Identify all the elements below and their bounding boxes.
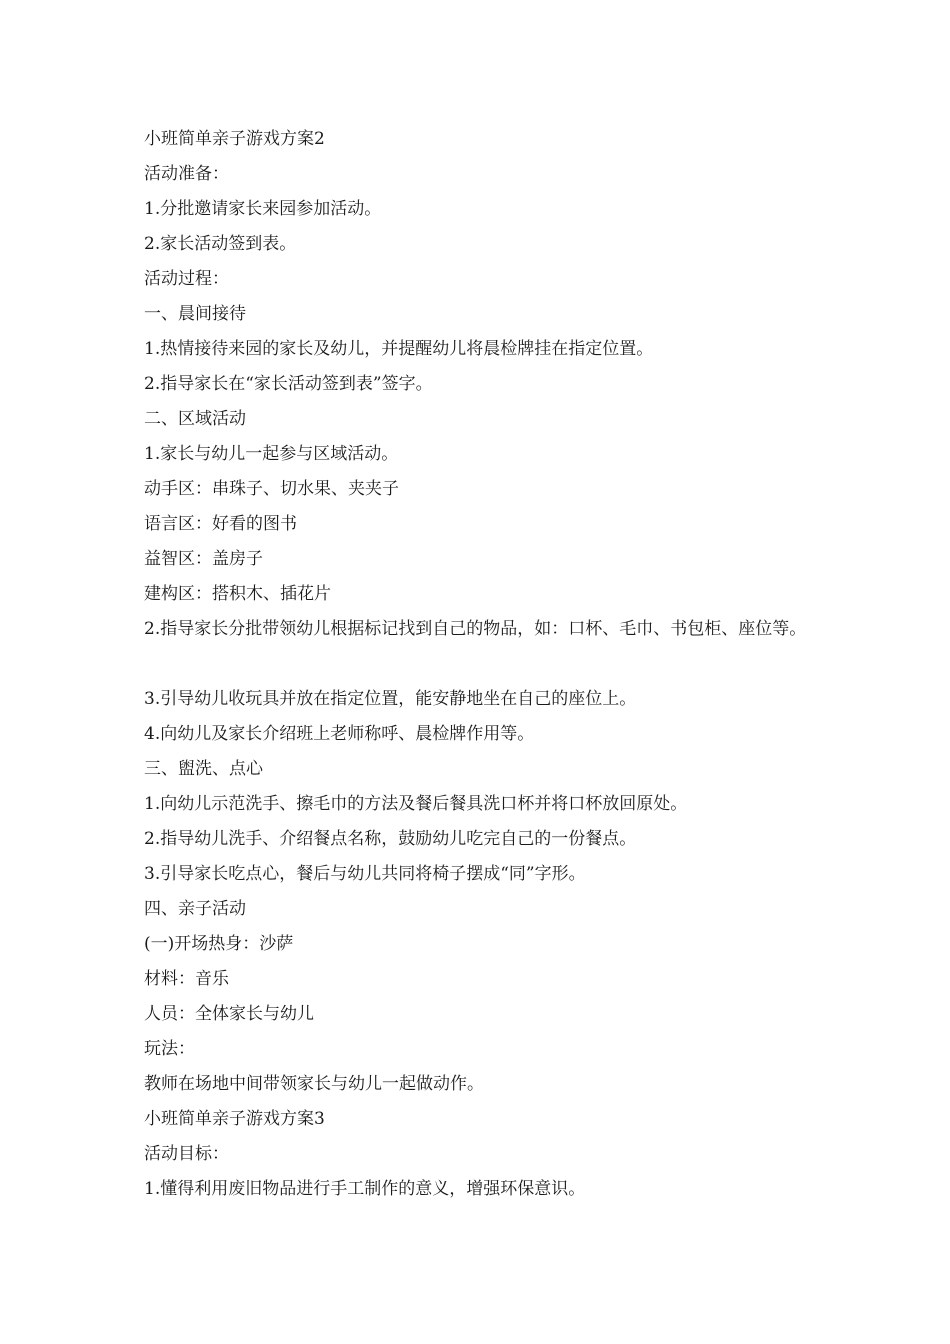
paragraph: 1.分批邀请家长来园参加活动。 (144, 199, 382, 219)
section-title: 小班简单亲子游戏方案3 (144, 1109, 325, 1129)
heading-process: 活动过程： (144, 269, 229, 289)
subheading: 二、区域活动 (144, 409, 246, 429)
paragraph: 语言区：好看的图书 (144, 514, 297, 534)
paragraph: 教师在场地中间带领家长与幼儿一起做动作。 (144, 1074, 484, 1094)
paragraph: 2.指导家长在“家长活动签到表”签字。 (144, 374, 433, 394)
paragraph: 玩法： (144, 1039, 195, 1059)
paragraph: 1.热情接待来园的家长及幼儿，并提醒幼儿将晨检牌挂在指定位置。 (144, 339, 654, 359)
subheading: 四、亲子活动 (144, 899, 246, 919)
paragraph: 1.家长与幼儿一起参与区域活动。 (144, 444, 399, 464)
document-body (144, 122, 812, 1207)
subheading: 一、晨间接待 (144, 304, 246, 324)
heading-preparation: 活动准备： (144, 164, 229, 184)
section-title: 小班简单亲子游戏方案2 (144, 129, 325, 149)
heading-goals: 活动目标： (144, 1144, 229, 1164)
paragraph: (一)开场热身：沙萨 (144, 934, 294, 954)
paragraph: 2.指导家长分批带领幼儿根据标记找到自己的物品，如：口杯、毛巾、书包柜、座位等。 (144, 619, 807, 639)
paragraph: 动手区：串珠子、切水果、夹夹子 (144, 479, 399, 499)
paragraph: 4.向幼儿及家长介绍班上老师称呼、晨检牌作用等。 (144, 724, 535, 744)
paragraph: 1.向幼儿示范洗手、擦毛巾的方法及餐后餐具洗口杯并将口杯放回原处。 (144, 794, 688, 814)
paragraph: 材料：音乐 (144, 969, 229, 989)
subheading: 三、盥洗、点心 (144, 759, 263, 779)
paragraph: 3.引导家长吃点心，餐后与幼儿共同将椅子摆成“同”字形。 (144, 864, 586, 884)
paragraph: 3.引导幼儿收玩具并放在指定位置，能安静地坐在自己的座位上。 (144, 689, 637, 709)
paragraph: 2.指导幼儿洗手、介绍餐点名称，鼓励幼儿吃完自己的一份餐点。 (144, 829, 637, 849)
paragraph: 1.懂得利用废旧物品进行手工制作的意义，增强环保意识。 (144, 1179, 586, 1199)
paragraph: 2.家长活动签到表。 (144, 234, 297, 254)
paragraph: 益智区：盖房子 (144, 549, 263, 569)
paragraph: 人员：全体家长与幼儿 (144, 1004, 314, 1024)
paragraph: 建构区：搭积木、插花片 (144, 584, 331, 604)
